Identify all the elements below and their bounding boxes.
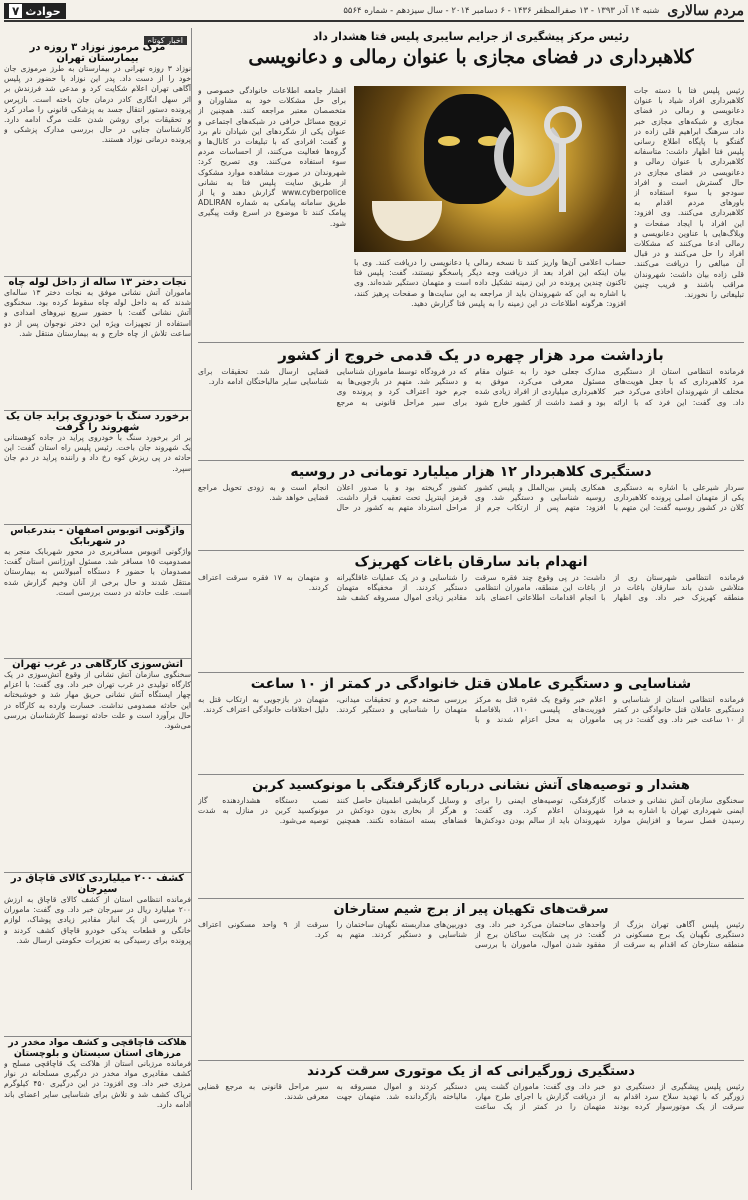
brief-2-title: نجات دختر ۱۳ ساله از داخل لوله چاه xyxy=(8,277,187,288)
story-6-headline: سرقت‌های تکهیان پیر از برج شیم ستارخان xyxy=(333,902,609,917)
lead-headline: کلاهبرداری در فضای مجازی با عنوان رمالی و دعانویسی xyxy=(248,46,694,68)
brief-3-body: بر اثر برخورد سنگ با خودروی پراید در جاده کوهستانی یک شهروند جان باخت. رئیس پلیس راه استان گفت: این حادثه در پی ریزش کوه رخ داد و راننده پراید در دم جان سپرد. xyxy=(4,433,191,473)
brief-1-body: نوزاد ۳ روزه تهرانی در بیمارستان به طرز مرموزی جان خود را از دست داد. پدر این نوزاد با حضور در پلیس آگاهی تهران اعلام شکایت کرد و مدعی شد فرزندش بر اثر سهل انگاری کادر درمان جان باخته است. بازپرس پرونده دستور انتقال جسد به پزشکی قانونی را صادر کرد و تحقیقات برای روشن شدن علت مرگ ادامه دارد. کارشناسان جنایی در حال بررسی مدارک پزشکی و پرونده درمانی نوزاد هستند. xyxy=(4,64,191,145)
brief-6-body: فرمانده انتظامی استان از کشف کالای قاچاق به ارزش ۲۰۰ میلیارد ریال در سیرجان خبر داد. وی گفت: ماموران در بازرسی از یک انبار مقادیر زیادی پوشاک، لوازم خانگی و قطعات یدکی خودرو قاچاق کشف کردند و پرونده برای رسیدگی به تعزیرات حکومتی ارسال شد. xyxy=(4,895,191,945)
brief-7-body: فرمانده مرزبانی استان از هلاکت یک قاچاقچی مسلح و کشف مقادیری مواد مخدر در درگیری مسلحانه در نوار مرزی خبر داد. وی افزود: در این درگیری ۴۵۰ کیلوگرم تریاک کشف شد و تلاش برای شناسایی سایر اعضای باند ادامه دارد. xyxy=(4,1059,191,1109)
brief-3 xyxy=(4,410,191,520)
key-shape xyxy=(544,106,582,144)
brief-5-title: آتش‌سوزی کارگاهی در غرب تهران xyxy=(12,659,183,670)
sidebar-tag: اخبار کوتاه xyxy=(144,36,187,45)
story-2-headline: دستگیری کلاهبردار ۱۲ هزار میلیارد تومانی در روسیه xyxy=(290,464,652,480)
story-4-headline: شناسایی و دستگیری عاملان قتل خانوادگی در کمتر از ۱۰ ساعت xyxy=(250,676,692,692)
brief-4-title: واژگونی اتوبوس اصفهان - بندرعباس در شهربابک xyxy=(10,525,185,547)
brief-6-title: کشف ۲۰۰ میلیاردی کالای قاچاق در سیرجان xyxy=(10,873,185,895)
dateline: شنبه ۱۴ آذر ۱۳۹۳ - ۱۳ صفرالمظفر ۱۴۳۶ - ۶ دسامبر ۲۰۱۴ - سال سیزدهم - شماره ۵۵۶۴ xyxy=(343,6,660,16)
brief-1-title: مرگ مرموز نوزاد ۳ روزه در بیمارستان تهران xyxy=(29,42,166,64)
main-column xyxy=(198,28,744,1190)
brief-4 xyxy=(4,524,191,654)
story-5-headline: هشدار و توصیه‌های آتش نشانی درباره گازگرفتگی با مونوکسید کربن xyxy=(252,778,690,793)
story-3 xyxy=(198,550,744,670)
brief-6 xyxy=(4,872,191,1032)
brief-2-body: ماموران آتش نشانی موفق به نجات دختر ۱۳ ساله‌ای شدند که به داخل لوله چاه سقوط کرده بود. سخنگوی آتش نشانی گفت: با حضور سریع نیروهای امدادی و استفاده از تجهیزات ویژه این دختر نوجوان پس از دو ساعت تلاش از چاه خارج و به بیمارستان منتقل شد. xyxy=(4,288,191,338)
page-number: ۷ xyxy=(9,4,22,18)
story-7-body: رئیس پلیس پیشگیری از دستگیری دو زورگیر که با تهدید سلاح سرد اقدام به سرقت از یک موتورسوار کرده بودند خبر داد. وی گفت: ماموران گشت پس از دریافت گزارش با اجرای طرح مهار، متهمان را در کمتر از یک ساعت دستگیر کردند و اموال مسروقه به مالباخته بازگردانده شد. متهمان جهت سیر مراحل قانونی به مرجع قضایی معرفی شدند. xyxy=(198,1082,744,1112)
lead-photo xyxy=(354,86,626,252)
story-2 xyxy=(198,460,744,548)
eye-shape xyxy=(438,136,460,146)
brief-7 xyxy=(4,1036,191,1190)
story-6 xyxy=(198,898,744,1058)
brief-2 xyxy=(4,276,191,406)
lead-kicker: رئیس مرکز پیشگیری از جرایم سایبری پلیس فتا هشدار داد xyxy=(312,30,630,43)
brief-3-title: برخورد سنگ با خودروی پراید جان یک شهروند را گرفت xyxy=(5,411,190,433)
brief-1 xyxy=(4,42,191,272)
story-4 xyxy=(198,672,744,772)
brief-4-body: واژگونی اتوبوس مسافربری در محور شهربابک منجر به مصدومیت ۱۵ مسافر شد. مسئول اورژانس استان گفت: مصدومان با حضور ۶ دستگاه آمبولانس به بیمارستان منتقل شدند و حال برخی از آنان وخیم گزارش شده است. علت حادثه در دست بررسی است. xyxy=(4,547,191,597)
brief-7-title: هلاکت قاچاقچی و کشف مواد مخدر در مرزهای استان سیستان و بلوچستان xyxy=(8,1037,187,1059)
lead-col-2: حساب اعلامی آن‌ها واریز کنند تا نسخه رمالی یا دعانویسی را دریافت کنند. وی با بیان اینکه این افراد بعد از دریافت وجه دیگر پاسخگو نیستند، گفت: پلیس فتا تاکنون چندین پرونده در این زمینه تشکیل داده است و متهمان دستگیر شده‌اند. وی با اشاره به این که شهروندان باید از مراجعه به این سایت‌ها و صفحات پرهیز کنند، افزود: هرگونه اطلاعات در این زمینه را به پلیس فتا گزارش دهید. xyxy=(354,258,626,308)
section-label xyxy=(4,3,66,19)
story-1-headline: بازداشت مرد هزار چهره در یک قدمی خروج از کشور xyxy=(278,346,664,364)
section-name: حوادث xyxy=(25,4,61,18)
brief-5-body: سخنگوی سازمان آتش نشانی از وقوع آتش‌سوزی در یک کارگاه تولیدی در غرب تهران خبر داد. وی گفت: با اعزام چهار ایستگاه آتش نشانی حریق مهار شد و خوشبختانه این حادثه مصدومی نداشت. خسارت وارده به کارگاه در حال برآورد است و علت حادثه توسط کارشناسان بررسی می‌شود. xyxy=(4,670,191,731)
teacup-shape xyxy=(372,201,442,241)
story-7-headline: دستگیری زورگیرانی که از یک موتوری سرقت کردند xyxy=(307,1064,635,1079)
lead-col-1: رئیس پلیس فتا با دسته جات کلاهبرداری افراد شیاد با عنوان دعانویسی و رمالی در فضای مجازی و شبکه‌های مجازی خبر داد. سرهنگ ابراهیم قلی زاده در گفتگو با پایگاه اطلاع رسانی پلیس فتا اظهار داشت: متاسفانه کلاهبرداری با عنوان رمالی و دعانویسی در فضای مجازی در حال گسترش است و افراد سودجو با سوء استفاده از باورهای مردم اقدام به کلاهبرداری می‌کنند. وی افزود: این افراد با ایجاد صفحات و وبلاگ‌هایی با عناوین دعانویسی و رمالی ادعا می‌کنند که مشکلات افراد را حل می‌کنند و در قبال آن مبالغی را دریافت می‌کنند. قلی زاده بیان داشت: شهروندان مراقب باشند و فریب چنین تبلیغاتی را نخورند. xyxy=(634,86,744,300)
masthead-logo: مردم سالاری xyxy=(667,3,744,19)
story-6-body: رئیس پلیس آگاهی تهران بزرگ از دستگیری نگهبان یک برج مسکونی در منطقه ستارخان که اقدام به سرقت از واحدهای ساختمان می‌کرد خبر داد. وی گفت: در پی شکایت ساکنان برج از مفقود شدن اموال، ماموران با بررسی دوربین‌های مداربسته نگهبان ساختمان را شناسایی و دستگیر کردند. متهم به سرقت از ۹ واحد مسکونی اعتراف کرد. xyxy=(198,920,744,950)
story-5 xyxy=(198,774,744,896)
story-2-body: سردار شیرعلی با اشاره به دستگیری یکی از متهمان اصلی پرونده کلاهبرداری کلان در کشور روسیه گفت: این متهم با همکاری پلیس بین‌الملل و پلیس کشور روسیه شناسایی و دستگیر شد. وی افزود: متهم پس از ارتکاب جرم از کشور گریخته بود و با صدور اعلان قرمز اینترپل تحت تعقیب قرار داشت. مراحل استرداد متهم به کشور در حال انجام است و به زودی تحویل مراجع قضایی خواهد شد. xyxy=(198,483,744,513)
story-5-body: سخنگوی سازمان آتش نشانی و خدمات ایمنی شهرداری تهران با اشاره به فرا رسیدن فصل سرما و افزایش موارد گازگرفتگی، توصیه‌های ایمنی را برای شهروندان اعلام کرد. وی گفت: شهروندان باید از سالم بودن دودکش‌ها و وسایل گرمایشی اطمینان حاصل کنند و هرگز از بخاری بدون دودکش در فضاهای بسته استفاده نکنند. همچنین نصب دستگاه هشداردهنده گاز مونوکسید کربن در منازل به شدت توصیه می‌شود. xyxy=(198,796,744,826)
page-header xyxy=(4,2,744,22)
story-3-headline: انهدام باند سارقان باغات کهریزک xyxy=(354,554,588,570)
story-1 xyxy=(198,342,744,458)
brief-5 xyxy=(4,658,191,868)
key-shaft xyxy=(559,142,566,212)
lead-story xyxy=(198,28,744,339)
story-1-body: فرمانده انتظامی استان از دستگیری مرد کلاهبرداری که با جعل هویت‌های مختلف از شهروندان اخاذی می‌کرد خبر داد. وی گفت: این فرد که با ارائه مدارک جعلی خود را به عنوان مقام مسئول معرفی می‌کرد، موفق به کلاهبرداری میلیاردی از افراد زیادی شده بود و قصد داشت از کشور خارج شود که در فرودگاه توسط ماموران شناسایی و دستگیر شد. متهم در بازجویی‌ها به جرم خود اعتراف کرد و پرونده وی برای سیر مراحل قانونی به مرجع قضایی ارسال شد. تحقیقات برای شناسایی سایر مالباختگان ادامه دارد. xyxy=(198,367,744,407)
story-4-body: فرمانده انتظامی استان از شناسایی و دستگیری عاملان قتل خانوادگی در کمتر از ۱۰ ساعت خبر داد. وی گفت: در پی اعلام خبر وقوع یک فقره قتل به مرکز فوریت‌های پلیسی ۱۱۰، بلافاصله ماموران به محل اعزام شدند و با بررسی صحنه جرم و تحقیقات میدانی، متهمان را شناسایی و دستگیر کردند. متهمان در بازجویی به ارتکاب قتل به دلیل اختلافات خانوادگی اعتراف کردند. xyxy=(198,695,744,725)
sidebar xyxy=(4,28,192,1190)
story-3-body: فرمانده انتظامی شهرستان ری از متلاشی شدن باند سارقان باغات در منطقه کهریزک خبر داد. وی اظهار داشت: در پی وقوع چند فقره سرقت از باغات این منطقه، ماموران انتظامی با انجام اقدامات اطلاعاتی اعضای باند را شناسایی و در یک عملیات غافلگیرانه دستگیر کردند. از مخفیگاه متهمان مقادیر زیادی اموال مسروقه کشف شد و متهمان به ۱۷ فقره سرقت اعتراف کردند. xyxy=(198,573,744,603)
lead-col-3: اقشار جامعه اطلاعات خانوادگی خصوصی و برای حل مشکلات خود به مشاوران و متخصصان معتبر مراجعه کنند. همچنین از ترویج مسائل خرافی در شبکه‌های اجتماعی و عنوان یکی از شگردهای این شیادان نام برد و گفت: افرادی که با تبلیغات در کانال‌ها و گروه‌ها فعالیت می‌کنند، از احساسات مردم سوء استفاده می‌کنند. وی تصریح کرد: شهروندان در صورت مشاهده موارد مشکوک از طریق سایت پلیس فتا به نشانی www.cyberpolice گزارش دهند و یا از طریق سامانه پیامکی به شماره ADLIRAN پیامک کنند تا موضوع در اسرع وقت پیگیری شود. xyxy=(198,86,346,228)
story-7 xyxy=(198,1060,744,1190)
